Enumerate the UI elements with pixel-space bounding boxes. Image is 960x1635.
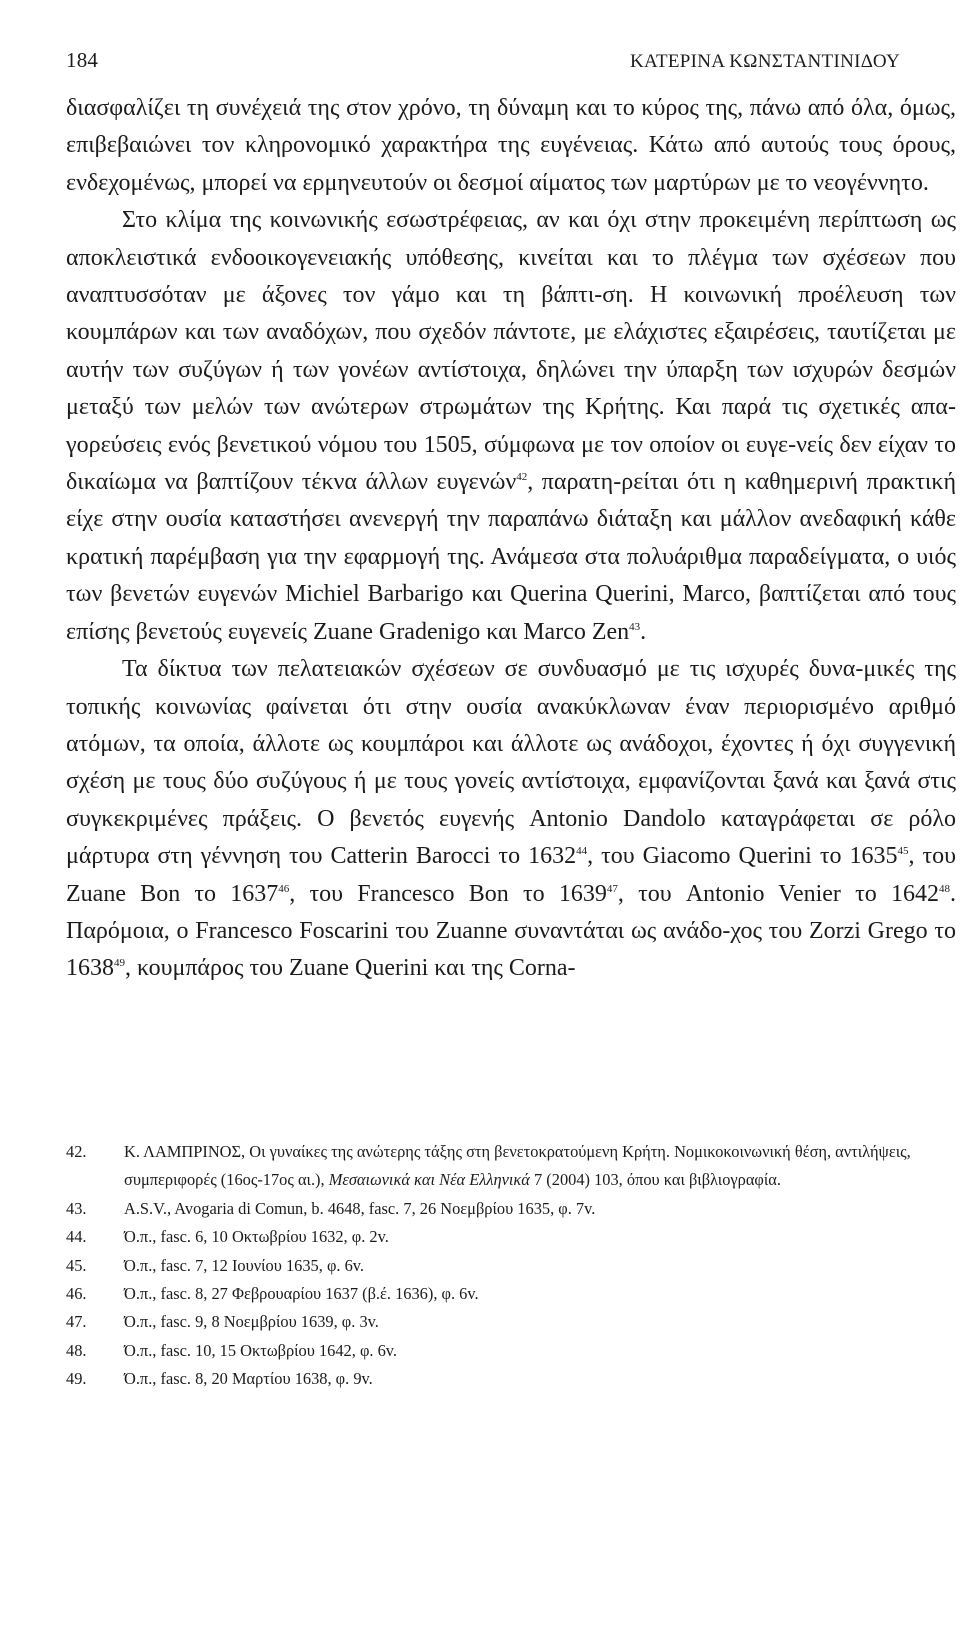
paragraph-2-text-c: . <box>640 618 647 645</box>
paragraph-3-text-a: Τα δίκτυα των πελατειακών σχέσεων σε συνδυασμό με τις ισχυρές δυνα-μικές της τοπικής κοινωνίας φαίνεται ότι στην ουσία ανακύκλωναν έναν περιορισμένο αριθμό ατόμων, τα οποία, άλλοτε ως κουμπάροι και άλλοτε ως ανάδοχοι, έχοντες ή όχι συγγενική σχέση με τους δύο συζύγους ή με τους γονείς αντίστοιχα, εμφανίζονται ξανά και ξανά στις συγκεκριμένες πράξεις. Ο βενετός ευγενής Antonio Dandolo καταγράφεται σε ρόλο μάρτυρα στη γέννηση του Catterin Barocci το 1632 <box>66 656 956 870</box>
footnote-text: Ό.π., fasc. 6, 10 Οκτωβρίου 1632, φ. 2v. <box>124 1227 389 1247</box>
footnotes <box>66 1138 956 1394</box>
paragraph-2-text-b: , παρατη-ρείται ότι η καθημερινή πρακτική είχε στην ουσία καταστήσει ανενεργή την παραπάνω διάταξη και μάλλον ανεδαφική κάθε κρατική παρέμβαση για την εφαρμογή της. Ανάμεσα στα πολυάριθμα παραδείγματα, ο υιός των βενετών ευγενών Michiel Barbarigo και Querina Querini, Marco, βαπτίζεται από τους επίσης βενετούς ευγενείς Zuane Gradenigo και Marco Zen <box>66 469 956 645</box>
footnote <box>66 1252 956 1280</box>
footnote-text: A.S.V., Avogaria di Comun, b. 4648, fasc. 7, 26 Νοεμβρίου 1635, φ. 7v. <box>124 1198 596 1218</box>
footnote-ref-46[interactable]: 46 <box>278 882 290 895</box>
footnote-text-a: Κ. ΛΑΜΠΡΙΝΟΣ, Οι γυναίκες της ανώτερης τάξης στη βενετοκρατούμενη Κρήτη. Νομικοκοινωνική θέση, αντιλήψεις, συμπεριφορές (16ος-17ος αι.), <box>124 1142 911 1190</box>
paragraph-3 <box>66 651 956 988</box>
page-number: 184 <box>66 48 99 72</box>
footnote-text <box>124 1138 956 1195</box>
footnote-number: 43. <box>66 1198 87 1218</box>
footnote-number: 45. <box>66 1255 87 1275</box>
footnote-text: Ό.π., fasc. 9, 8 Νοεμβρίου 1639, φ. 3v. <box>124 1312 379 1332</box>
footnote <box>66 1337 956 1365</box>
paragraph-3-text-g: , κουμπάρος του Zuane Querini και της Corna- <box>125 955 576 982</box>
running-header <box>66 48 900 73</box>
footnote-ref-49[interactable]: 49 <box>114 957 125 970</box>
footnote <box>66 1223 956 1251</box>
footnote-ref-48[interactable]: 48 <box>939 882 951 895</box>
paragraph-3-text-f: . Παρόμοια, ο Francesco Foscarini του Zuanne συναντάται ως ανάδο-χος του Zorzi Grego το 1638 <box>66 880 957 982</box>
footnote-text-b: 7 (2004) 103, όπου και βιβλιογραφία. <box>529 1170 781 1190</box>
footnote-text: Ό.π., fasc. 8, 20 Μαρτίου 1638, φ. 9v. <box>124 1369 373 1389</box>
footnote-number: 49. <box>66 1369 87 1389</box>
footnote-ref-44[interactable]: 44 <box>576 845 588 858</box>
paragraph-2 <box>66 202 956 651</box>
footnote-text: Ό.π., fasc. 8, 27 Φεβρουαρίου 1637 (β.έ. 1636), φ. 6v. <box>124 1284 479 1304</box>
main-text <box>66 90 956 988</box>
footnote <box>66 1138 956 1195</box>
paragraph-2-text-a: Στο κλίμα της κοινωνικής εσωστρέφειας, αν και όχι στην προκειμένη περίπτωση ως αποκλειστικά ενδοοικογενειακής υπόθεσης, κινείται και το πλέγμα των σχέσεων που αναπτυσσόταν με άξονες τον γάμο και τη βάπτι-ση. Η κοινωνική προέλευση των κουμπάρων και των αναδόχων, που σχεδόν πάντοτε, με ελάχιστες εξαιρέσεις, ταυτίζεται με αυτήν των συζύγων ή των γονέων αντίστοιχα, δηλώνει την ύπαρξη των ισχυρών δεσμών μεταξύ των μελών των ανώτερων στρωμάτων της Κρήτης. Και παρά τις σχετικές απα-γορεύσεις ενός βενετικού νόμου του 1505, σύμφωνα με τον οποίον οι ευγε-νείς δεν είχαν το δικαίωμα να βαπτίζουν τέκνα άλλων ευγενών <box>66 207 956 496</box>
footnote-text: Ό.π., fasc. 10, 15 Οκτωβρίου 1642, φ. 6v. <box>124 1340 398 1360</box>
footnote-number: 46. <box>66 1284 87 1304</box>
footnote-number: 48. <box>66 1340 87 1360</box>
footnote <box>66 1280 956 1308</box>
paragraph-3-text-b: , του Giacomo Querini το 1635 <box>587 843 898 870</box>
footnote-ref-42[interactable]: 42 <box>516 471 528 484</box>
footnote <box>66 1195 956 1223</box>
footnote-ref-45[interactable]: 45 <box>897 845 909 858</box>
paragraph-3-text-c: , του Zuane Bon το 1637 <box>66 843 956 907</box>
footnote <box>66 1365 956 1393</box>
footnote-text: Ό.π., fasc. 7, 12 Ιουνίου 1635, φ. 6v. <box>124 1255 365 1275</box>
footnote-number: 42. <box>66 1142 87 1161</box>
footnote-ref-47[interactable]: 47 <box>606 882 618 895</box>
paragraph-3-text-d: , του Francesco Bon το 1639 <box>289 880 607 907</box>
paragraph-3-text-e: , του Antonio Venier το 1642 <box>617 880 940 907</box>
footnote-number: 47. <box>66 1312 87 1332</box>
footnote-ref-43[interactable]: 43 <box>629 620 641 633</box>
paragraph-1: διασφαλίζει τη συνέχειά της στον χρόνο, τη δύναμη και το κύρος της, πάνω από όλα, όμως, επιβεβαιώνει τον κληρονομικό χαρακτήρα της ευγένειας. Κάτω από αυτούς τους όρους, ενδεχομένως, μπορεί να ερμηνευτούν οι δεσμοί αίματος των μαρτύρων με το νεογέννητο. <box>66 95 956 196</box>
footnote <box>66 1308 956 1336</box>
footnote-journal-title: Μεσαιωνικά και Νέα Ελληνικά <box>328 1170 530 1190</box>
running-title: ΚΑΤΕΡΙΝΑ ΚΩΝΣΤΑΝΤΙΝΙΔΟΥ <box>629 51 900 72</box>
footnote-number: 44. <box>66 1227 87 1247</box>
